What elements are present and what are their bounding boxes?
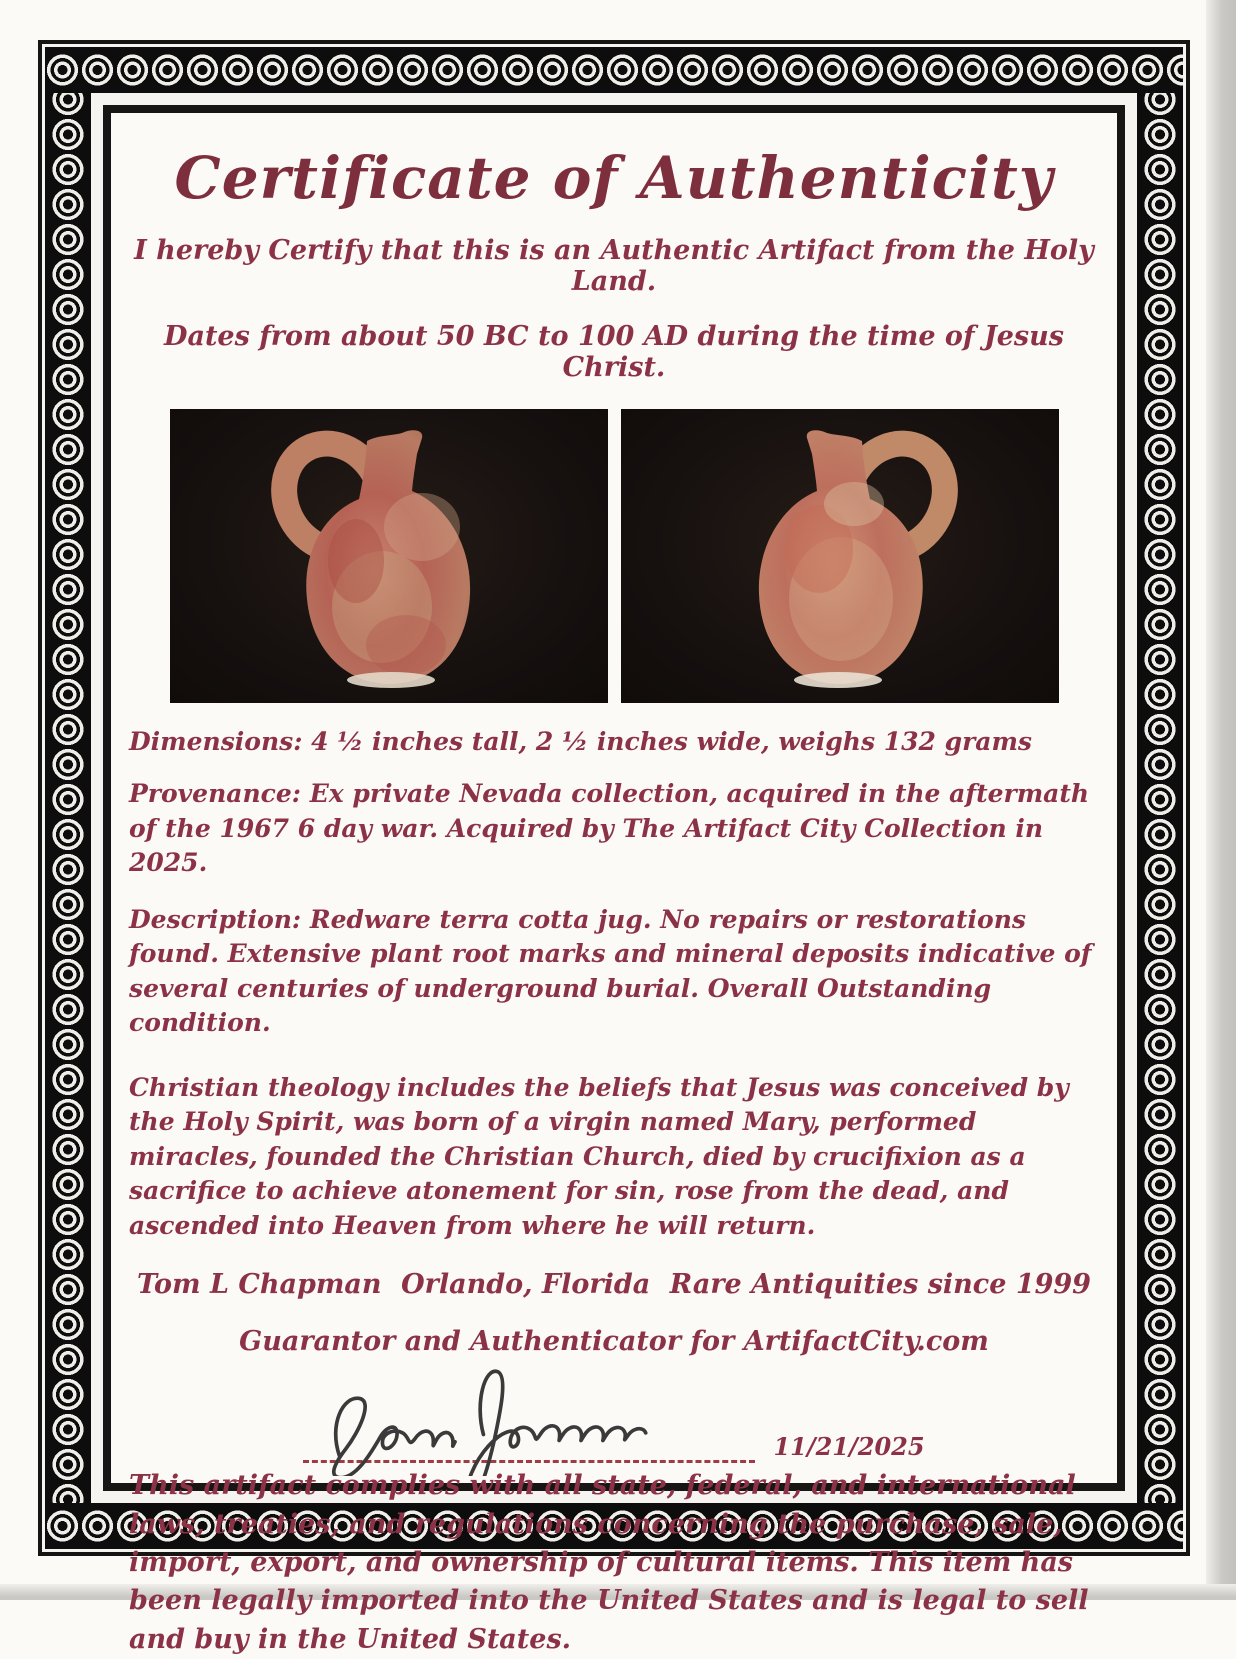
bullseye-border-band <box>45 47 1183 1655</box>
authenticator-name: Tom L Chapman <box>137 1269 382 1301</box>
authenticator-location: Orlando, Florida <box>401 1269 651 1301</box>
artifact-photo-right <box>621 409 1059 703</box>
authenticator-tagline: Rare Antiquities since 1999 <box>669 1269 1091 1301</box>
border-gap <box>91 93 1137 1655</box>
provenance-text: Ex private Nevada collection, acquired in the aftermath of the 1967 6 day war. Acquired by The Artifact City Collection in 2025. <box>129 779 1090 878</box>
provenance-label: Provenance: <box>129 779 301 809</box>
jug-base-rim <box>347 672 435 688</box>
certificate-content <box>111 113 1117 1655</box>
artifact-photo-left <box>170 409 608 703</box>
dimensions-paragraph <box>129 725 1099 760</box>
provenance-paragraph <box>129 777 1099 881</box>
signature-handwriting <box>299 1356 759 1476</box>
jug-base-rim <box>794 672 882 688</box>
theology-paragraph: Christian theology includes the beliefs that Jesus was conceived by the Holy Spirit, was born of a virgin named Mary, performed miracles, founded the Christian Church, died by crucifixion as a sacrifice to achieve atonement for sin, rose from the dead, and ascended into Heaven from where he will return. <box>129 1072 1069 1240</box>
authenticator-row <box>137 1269 1091 1300</box>
signature-line <box>303 1372 755 1463</box>
signature-date: 11/21/2025 <box>773 1432 925 1462</box>
certify-line: I hereby Certify that this is an Authentic Artifact from the Holy Land. <box>134 234 1094 297</box>
scan-edge-right <box>1206 0 1236 1600</box>
legal-paragraph: This artifact complies with all state, federal, and international laws, treaties, and regulations concerning the purchase, sale, import, export, and ownership of cultural items. This item has been legally imported into the United States and is legal to sell and buy in the United States. <box>129 1470 1089 1655</box>
inner-rule-box <box>103 105 1125 1655</box>
dates-line: Dates from about 50 BC to 100 AD during the time of Jesus Christ. <box>164 320 1064 383</box>
certificate-title: Certificate of Authenticity <box>174 144 1054 212</box>
decorative-border-frame <box>38 40 1190 1655</box>
jug-right-view-image <box>621 409 1059 703</box>
dimensions-label: Dimensions: <box>129 726 303 756</box>
description-label: Description: <box>129 904 302 934</box>
jug-left-view-image <box>170 409 608 703</box>
artifact-photos <box>127 409 1101 703</box>
description-text: Redware terra cotta jug. No repairs or restorations found. Extensive plant root marks and mineral deposits indicative of several centuries of underground burial. Overall Outstanding condition. <box>129 904 1092 1038</box>
description-paragraph <box>129 903 1099 1041</box>
signature-block <box>127 1359 1101 1463</box>
guarantor-line: Guarantor and Authenticator for ArtifactCity.com <box>239 1326 989 1358</box>
dimensions-text: 4 ½ inches tall, 2 ½ inches wide, weighs 132 grams <box>311 726 1033 756</box>
